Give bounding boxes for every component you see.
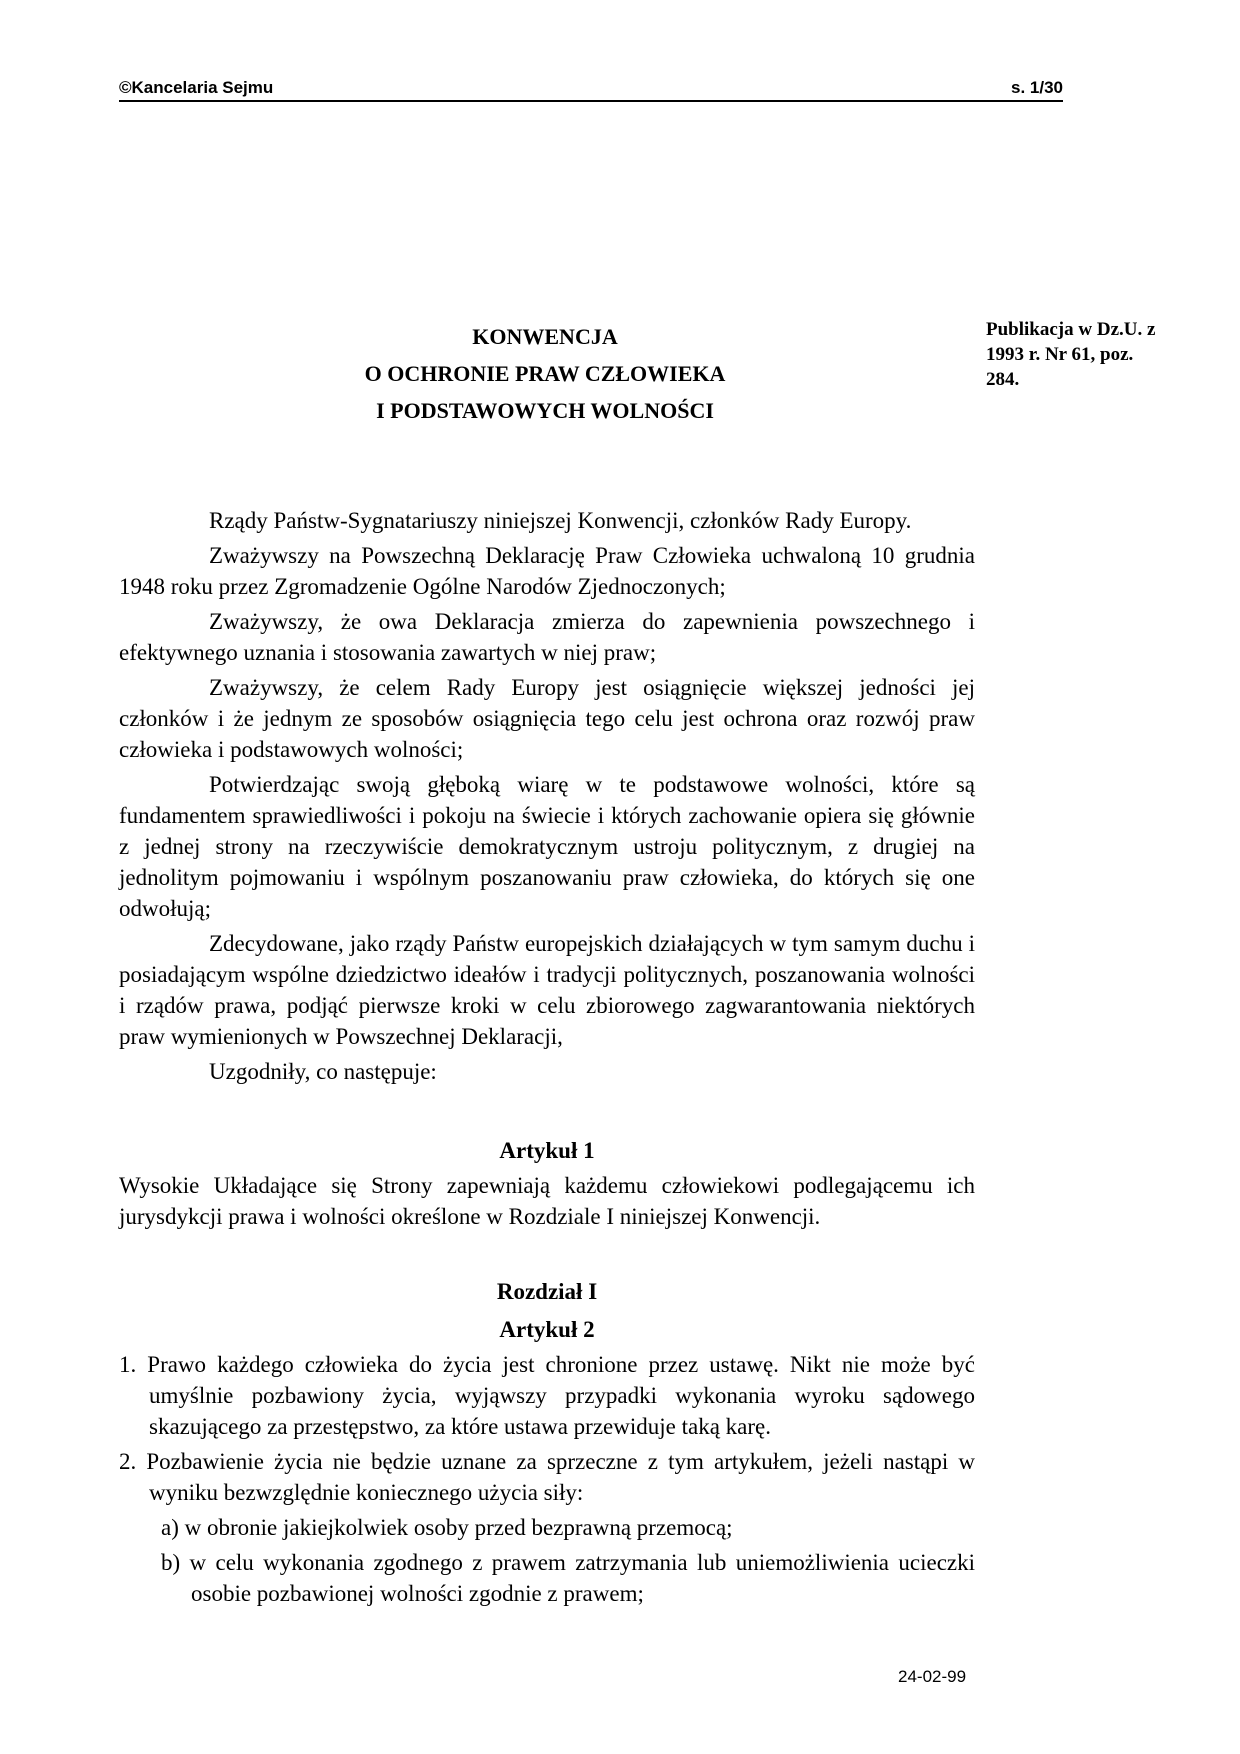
article-2-item-2-a: a) w obronie jakiejkolwiek osoby przed bezprawną przemocą; [161,1515,733,1540]
publication-line-3: 284. [986,369,1020,390]
chapter-1-heading: Rozdział I [496,1279,598,1304]
article-2-item-2: 2. Pozbawienie życia nie będzie uznane za sprzeczne z tym artykułem, jeżeli nastąpi w wyniku bezwzględnie koniecznego użycia siły: [119,1449,975,1505]
article-2-heading: Artykuł 2 [499,1317,595,1342]
preamble-paragraph: Zważywszy, że owa Deklaracja zmierza do zapewnienia powszechnego i efektywnego uznania i stosowania zawartych w niej praw; [119,609,975,665]
footer-date: 24-02-99 [898,1667,967,1686]
preamble-paragraph: Zważywszy, że celem Rady Europy jest osiągnięcie większej jedności jej członków i że jednym ze sposobów osiągnięcia tego celu jest ochrona oraz rozwój praw człowieka i podstawowych wolności; [119,675,975,762]
publication-line-2: 1993 r. Nr 61, poz. [986,344,1134,365]
page-header [119,78,1063,102]
preamble-paragraph: Rządy Państw-Sygnatariuszy niniejszej Konwencji, członków Rady Europy. [209,508,912,533]
publication-note [986,317,1186,392]
title-line-1: KONWENCJA [472,324,618,349]
article-2-item-2-b: b) w celu wykonania zgodnego z prawem zatrzymania lub uniemożliwienia ucieczki osobie pozbawionej wolności zgodnie z prawem; [161,1550,975,1606]
preamble-paragraph: Zważywszy na Powszechną Deklarację Praw Człowieka uchwaloną 10 grudnia 1948 roku przez Zgromadzenie Ogólne Narodów Zjednoczonych; [119,543,975,599]
preamble-paragraph: Uzgodniły, co następuje: [209,1059,437,1084]
header-publisher: ©Kancelaria Sejmu [119,78,274,97]
article-1-text: Wysokie Układające się Strony zapewniają każdemu człowiekowi podlegającemu ich jurysdykcji prawa i wolności określone w Rozdziale I niniejszej Konwencji. [119,1173,975,1229]
document-body [119,505,975,1613]
article-1-heading: Artykuł 1 [499,1138,595,1163]
document-title [300,318,790,429]
title-line-2: O OCHRONIE PRAW CZŁOWIEKA [364,361,726,386]
header-page-number: s. 1/30 [1011,78,1063,97]
preamble-paragraph: Potwierdzając swoją głęboką wiarę w te podstawowe wolności, które są fundamentem sprawiedliwości i pokoju na świecie i których zachowanie opiera się głównie z jednej strony na rzeczywiście demokratycznym ustroju politycznym, z drugiej na jednolitym pojmowaniu i wspólnym poszanowaniu praw człowieka, do których się one odwołują; [119,772,975,921]
publication-line-1: Publikacja w Dz.U. z [986,319,1156,340]
article-2-item-1: 1. Prawo każdego człowieka do życia jest chronione przez ustawę. Nikt nie może być umyślnie pozbawiony życia, wyjąwszy przypadki wykonania wyroku sądowego skazującego za przestępstwo, za które ustawa przewiduje taką karę. [119,1352,975,1439]
preamble-paragraph: Zdecydowane, jako rządy Państw europejskich działających w tym samym duchu i posiadającym wspólne dziedzictwo ideałów i tradycji politycznych, poszanowania wolności i rządów prawa, podjąć pierwsze kroki w celu zbiorowego zagwarantowania niektórych praw wymienionych w Powszechnej Deklaracji, [119,931,975,1049]
title-line-3: I PODSTAWOWYCH WOLNOŚCI [376,398,714,423]
